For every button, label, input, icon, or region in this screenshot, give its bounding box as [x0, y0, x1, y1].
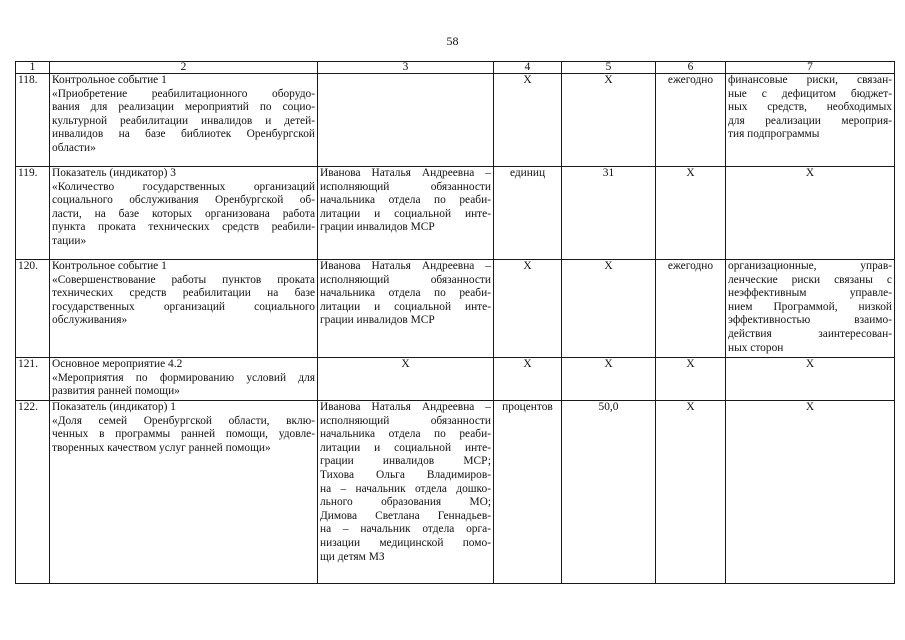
cell-line: на – начальник отдела орга- — [320, 523, 491, 536]
cell-line: Димова Светлана Геннадьев- — [320, 509, 491, 522]
table-row — [16, 358, 895, 401]
period-cell — [656, 260, 726, 358]
cell-line: вания для реализации мероприятий по социо- — [52, 101, 315, 114]
cell-line: инвалидов на базе библиотек Оренбургской — [52, 128, 315, 141]
cell-line: «Мероприятия по формированию условий для — [52, 371, 315, 384]
cell-value: процентов — [502, 401, 553, 413]
cell-value: X — [604, 260, 613, 272]
cell-line: Тихова Ольга Владимиров- — [320, 468, 491, 481]
responsible-cell — [318, 167, 494, 260]
period-cell — [656, 401, 726, 584]
cell-line: начальника отдела по реаби- — [320, 428, 491, 441]
cell-line: Показатель (индикатор) 1 — [52, 401, 176, 413]
risks-cell — [726, 167, 895, 260]
cell-line: ленческие риски связаны с — [728, 273, 892, 286]
value-cell — [562, 358, 656, 401]
unit-cell — [494, 401, 562, 584]
event-description-cell — [50, 74, 318, 167]
table-row — [16, 167, 895, 260]
cell-line: Иванова Наталья Андреевна – — [320, 167, 491, 179]
cell-line: Иванова Наталья Андреевна – — [320, 401, 491, 413]
cell-value: 119. — [18, 167, 38, 179]
cell-line: Иванова Наталья Андреевна – — [320, 260, 491, 272]
responsible-cell — [318, 358, 494, 401]
cell-line: государственных организаций социального — [52, 300, 315, 313]
cell-line: литации и социальной инте- — [320, 441, 491, 454]
cell-line: Основное мероприятие 4.2 — [52, 358, 183, 370]
cell-line: Контрольное событие 1 — [52, 74, 167, 86]
cell-line: культурной реабилитации инвалидов и детей- — [52, 114, 315, 127]
cell-value: ежегодно — [667, 74, 714, 86]
value-cell — [562, 260, 656, 358]
risks-cell — [726, 401, 895, 584]
unit-cell — [494, 358, 562, 401]
unit-cell — [494, 167, 562, 260]
cell-line: ласти, на базе которых организована работа — [52, 207, 315, 220]
cell-line: льного образования МО; — [320, 496, 491, 509]
cell-value: X — [604, 74, 613, 86]
cell-line: организационные, управ- — [728, 260, 892, 272]
cell-line: тия подпрограммы — [728, 128, 820, 141]
period-cell — [656, 358, 726, 401]
cell-value: 118. — [18, 74, 38, 86]
value-cell — [562, 74, 656, 167]
cell-line: литации и социальной инте- — [320, 300, 491, 313]
unit-cell — [494, 74, 562, 167]
row-number — [16, 401, 50, 584]
cell-line: ченных в программы ранней помощи, удовле- — [52, 428, 315, 441]
cell-line: творенных качеством услуг ранней помощи» — [52, 441, 271, 454]
cell-line: неэффективным управле- — [728, 287, 892, 300]
cell-line: эффективностью взаимо- — [728, 314, 892, 327]
cell-line: исполняющий обязанности — [320, 414, 491, 427]
event-description-cell — [50, 260, 318, 358]
risks-cell — [726, 358, 895, 401]
cell-line: обслуживания» — [52, 314, 128, 327]
cell-line: начальника отдела по реаби- — [320, 287, 491, 300]
cell-line: ных средств, необходимых — [728, 101, 892, 114]
table-row — [16, 260, 895, 358]
cell-line: исполняющий обязанности — [320, 273, 491, 286]
cell-line: исполняющий обязанности — [320, 180, 491, 193]
cell-line: для реализации мероприя- — [728, 114, 892, 127]
cell-value: X — [686, 167, 695, 179]
risks-cell — [726, 74, 895, 167]
header-cell: 7 — [726, 62, 895, 74]
event-description-cell — [50, 167, 318, 260]
cell-value: 122. — [18, 401, 38, 413]
cell-line: «Количество государственных организаций — [52, 180, 315, 193]
cell-line: ных сторон — [728, 341, 784, 354]
cell-value: X — [805, 167, 815, 179]
cell-line: финансовые риски, связан- — [728, 74, 892, 86]
value-cell — [562, 167, 656, 260]
cell-line: развития ранней помощи» — [52, 385, 180, 398]
cell-value: X — [523, 74, 532, 86]
data-table — [15, 61, 895, 584]
cell-line: технических средств реабилитации на базе — [52, 287, 315, 300]
cell-line: начальника отдела по реаби- — [320, 194, 491, 207]
event-description-cell — [50, 401, 318, 584]
cell-value: 121. — [18, 358, 38, 370]
responsible-cell — [318, 260, 494, 358]
cell-line: грации инвалидов МСР — [320, 314, 435, 327]
cell-value: X — [523, 358, 532, 370]
cell-value: 50,0 — [598, 401, 619, 413]
cell-value: 120. — [18, 260, 38, 272]
cell-line: на – начальник отдела дошко- — [320, 482, 491, 495]
header-cell: 2 — [50, 62, 318, 74]
cell-value: X — [686, 358, 695, 370]
cell-line: Контрольное событие 1 — [52, 260, 167, 272]
cell-line: щи детям МЗ — [320, 550, 385, 563]
cell-line: литации и социальной инте- — [320, 207, 491, 220]
cell-line: действия заинтересован- — [728, 327, 892, 340]
table-row — [16, 74, 895, 167]
cell-line: «Доля семей Оренбургской области, вклю- — [52, 414, 315, 427]
table-row — [16, 401, 895, 584]
cell-line: нием Программой, низкой — [728, 300, 892, 313]
cell-value: X — [686, 401, 695, 413]
header-row — [16, 62, 895, 74]
responsible-cell — [318, 401, 494, 584]
header-cell: 6 — [656, 62, 726, 74]
cell-line: «Совершенствование работы пунктов проката — [52, 273, 315, 286]
cell-value: ежегодно — [667, 260, 714, 272]
row-number — [16, 358, 50, 401]
unit-cell — [494, 260, 562, 358]
header-cell: 3 — [318, 62, 494, 74]
cell-line: грации инвалидов МСР — [320, 221, 435, 234]
cell-value: единиц — [509, 167, 546, 179]
cell-line: ные с дефицитом бюджет- — [728, 87, 892, 100]
header-cell: 5 — [562, 62, 656, 74]
period-cell — [656, 74, 726, 167]
cell-value: X — [805, 358, 815, 370]
cell-line: Показатель (индикатор) 3 — [52, 167, 176, 179]
row-number — [16, 74, 50, 167]
cell-value: X — [523, 260, 532, 272]
cell-value: X — [401, 358, 410, 370]
period-cell — [656, 167, 726, 260]
cell-line: грации инвалидов МСР; — [320, 455, 491, 468]
cell-line: пункта проката технических средств реабили- — [52, 221, 315, 234]
header-cell: 4 — [494, 62, 562, 74]
cell-line: «Приобретение реабилитационного оборудо- — [52, 87, 315, 100]
row-number — [16, 167, 50, 260]
page-number: 58 — [446, 34, 459, 48]
cell-line: области» — [52, 141, 96, 154]
cell-value: X — [805, 401, 815, 413]
value-cell — [562, 401, 656, 584]
row-number — [16, 260, 50, 358]
risks-cell — [726, 260, 895, 358]
responsible-cell — [318, 74, 494, 167]
header-cell: 1 — [16, 62, 50, 74]
cell-value: X — [604, 358, 613, 370]
cell-line: низации медицинской помо- — [320, 536, 491, 549]
cell-line: социального обслуживания Оренбургской об- — [52, 194, 315, 207]
cell-line: тации» — [52, 234, 87, 247]
event-description-cell — [50, 358, 318, 401]
cell-value: 31 — [602, 167, 615, 179]
